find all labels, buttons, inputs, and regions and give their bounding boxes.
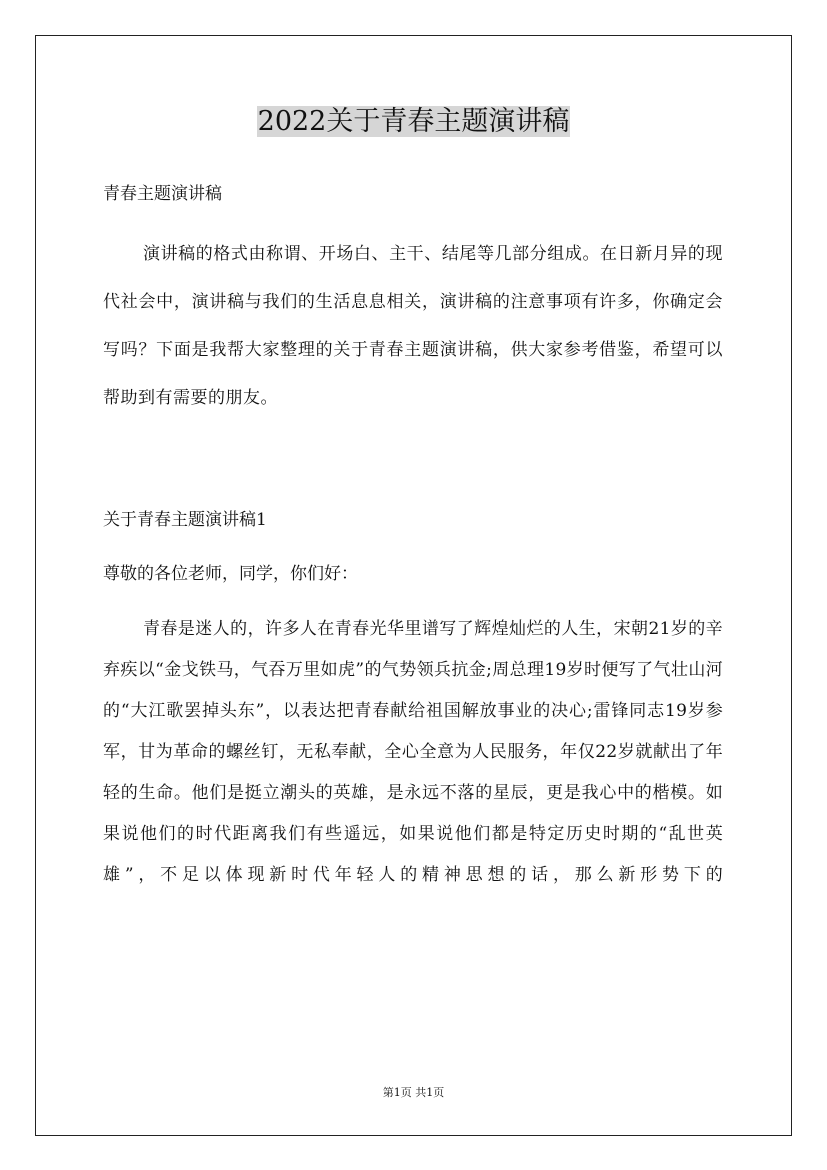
document-subtitle: 青春主题演讲稿 xyxy=(103,184,222,204)
document-title xyxy=(0,104,827,140)
document-title-text: 2022关于青春主题演讲稿 xyxy=(257,106,570,137)
page-number-footer: 第1页 共1页 xyxy=(382,1086,445,1099)
greeting-line: 尊敬的各位老师，同学，你们好： xyxy=(103,564,358,584)
intro-paragraph: 演讲稿的格式由称谓、开场白、主干、结尾等几部分组成。在日新月异的现代社会中，演讲稿与我们的生活息息相关，演讲稿的注意事项有许多，你确定会写吗？下面是我帮大家整理的关于青春主题演讲稿，供大家参考借鉴，希望可以帮助到有需要的朋友。 xyxy=(103,244,723,408)
section-heading: 关于青春主题演讲稿1 xyxy=(103,510,267,530)
body-paragraph: 青春是迷人的，许多人在青春光华里谱写了辉煌灿烂的人生，宋朝21岁的辛弃疾以“金戈铁马，气吞万里如虎”的气势领兵抗金;周总理19岁时便写了气壮山河的“大江歌罢掉头东”，以表达把青春献给祖国解放事业的决心;雷锋同志19岁参军，甘为革命的螺丝钉，无私奉献，全心全意为人民服务，年仅22岁就献出了年轻的生命。他们是挺立潮头的英雄，是永远不落的星辰，更是我心中的楷模。如果说他们的时代距离我们有些遥远，如果说他们都是特定历史时期的“乱世英雄”，不足以体现新时代年轻人的精神思想的话，那么新形势下的 xyxy=(103,619,723,885)
